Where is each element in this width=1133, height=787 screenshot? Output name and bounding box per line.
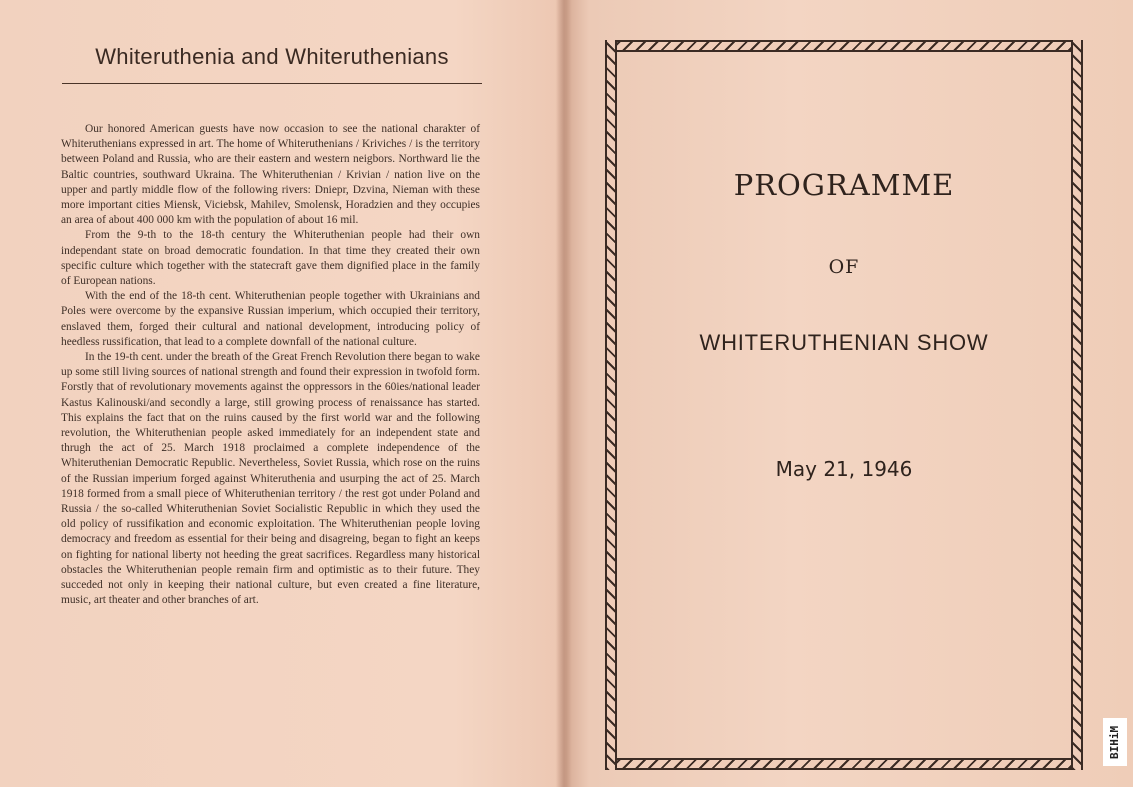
- title-underline: [62, 83, 482, 84]
- programme-of: OF: [828, 256, 860, 278]
- border-top: [605, 40, 1083, 52]
- show-title: WHITERUTHENIAN SHOW: [699, 330, 989, 355]
- paragraph-2: From the 9-th to the 18-th century the Whiteruthenian people had their own independant state on broad democratic foundation. In that time they created their own specific culture which together with the statecraft gave them dignified place in the family of European nations.: [61, 229, 480, 288]
- show-date: May 21, 1946: [775, 457, 913, 481]
- border-bottom: [605, 758, 1083, 770]
- paragraph-1: Our honored American guests have now occasion to see the national charakter of Whiteruthenians expressed in art. The home of Whiteruthenians / Kriviches / is the territory between Poland and Russia, who are their eastern and western neigbors. Northward lie the Baltic countries, southward Ukraina. The Whiteruthenian / Krivian / nation live on the upper and partly middle flow of the following rivers: Dniepr, Dzvina, Nieman with these more important cities Miensk, Viciebsk, Mahilev, Smolensk, Horadzien and they occupies an area of about 400 000 km with the population of about 16 mil.: [61, 123, 480, 227]
- paragraph-4: In the 19-th cent. under the breath of the Great French Revolution there began to wake up some still living sources of national strength and found their expression in twofold form. Forstly that of revolutionary movements against the oppressors in the 60ies/national leader Kastus Kalinouski/and secondly a large, still growing process of renaissance has started. This explains the fact that on the ruins caused by the first world war and the following revolution, the Whiteruthenian people asked immediately for an independent state and thrugh the act of 25. March 1918 proclaimed a complete independence of the Whiteruthenian Democratic Republic. Nevertheless, Soviet Russia, which rose on the ruins of the Russian imperium forged against Whiteruthenia and usurping the act of 25. March 1918 formed from a small piece of Whiteruthenian territory / the rest got under Poland and Russia / the so-called Whiteruthenian Soviet Socialistic Republic in which they used the old policy of russifikation and economic exploitation. The Whiteruthenian people loving democracy and freedom as essential for their being and disagreing, began to fight an keeps on fighting for national liberty not heeding the great sacrifices. Regardless many historical obstacles the Whiteruthenian people remain firm and optimistic as to their future. They succeded not only in keeping their national culture, but even created a fine literature, music, art theater and other branches of art.: [61, 351, 480, 607]
- paragraph-3: With the end of the 18-th cent. Whiteruthenian people together with Ukrainians and Poles were overcome by the expansive Russian imperium, which occupied their territory, enslaved them, forged their cultural and national development, introducing policy of heedless russification, that lead to a complete downfall of the national culture.: [61, 290, 480, 348]
- page-title: Whiteruthenia and Whiteruthenians: [95, 44, 449, 69]
- ornamental-border: [605, 40, 1083, 770]
- library-stamp: BIHiM: [1103, 718, 1127, 766]
- border-right: [1071, 40, 1083, 770]
- article-body: [61, 122, 480, 609]
- programme-heading: PROGRAMME: [733, 168, 955, 202]
- border-left: [605, 40, 617, 770]
